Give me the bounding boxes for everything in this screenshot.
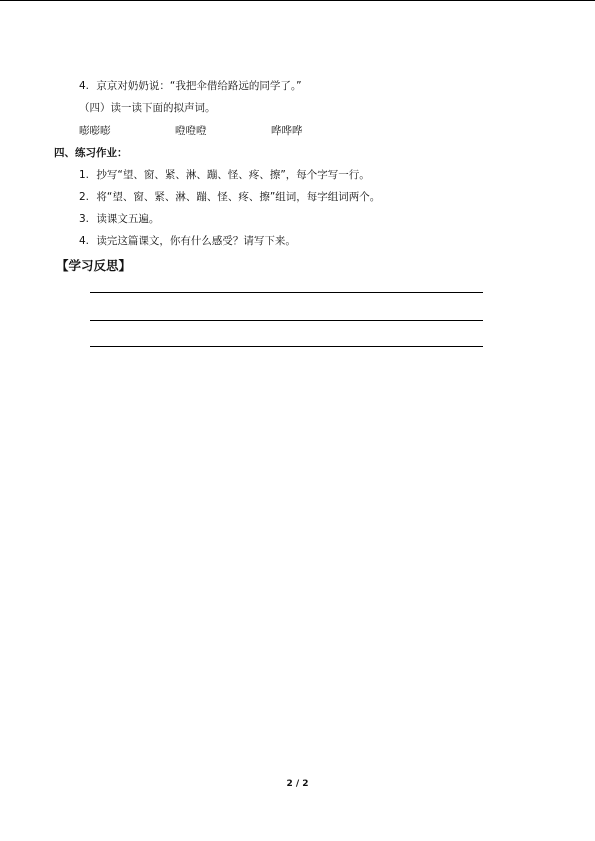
item-text: 抄写“望、窗、紧、淋、蹦、怪、疼、擦”，每个字写一行。: [96, 169, 370, 181]
onomatopoeia-word: 哗哗哗: [271, 125, 303, 137]
writing-line: [90, 292, 483, 293]
item-text: 读完这篇课文，你有什么感受？请写下来。: [96, 235, 296, 247]
item-text: 将“望、窗、紧、淋、蹦、怪、疼、擦”组词，每字组词两个。: [96, 191, 381, 203]
item-number: 1.: [79, 169, 90, 181]
writing-line: [90, 320, 483, 321]
item-number: 2.: [79, 191, 90, 203]
homework-item-2: [79, 190, 380, 204]
section-heading-homework: 四、练习作业：: [54, 147, 128, 159]
page-top-border: [0, 0, 595, 1]
onomatopoeia-word: 嘭嘭嘭: [79, 125, 111, 137]
writing-line: [90, 346, 483, 347]
subsection-heading: （四）读一读下面的拟声词。: [79, 102, 216, 114]
homework-item-3: [79, 212, 159, 226]
onomatopoeia-word: 噔噔噔: [175, 125, 207, 137]
page-number: 2 / 2: [286, 779, 309, 789]
item-text: 京京对奶奶说：“我把伞借给路远的同学了。”: [96, 80, 302, 92]
item-number: 4.: [79, 235, 90, 247]
reflection-heading: 【学习反思】: [56, 258, 132, 273]
exercise-item-4: [79, 79, 302, 93]
item-number: 3.: [79, 213, 90, 225]
homework-item-4: [79, 234, 296, 248]
item-number: 4.: [79, 80, 90, 92]
homework-item-1: [79, 168, 370, 182]
item-text: 读课文五遍。: [96, 213, 160, 225]
